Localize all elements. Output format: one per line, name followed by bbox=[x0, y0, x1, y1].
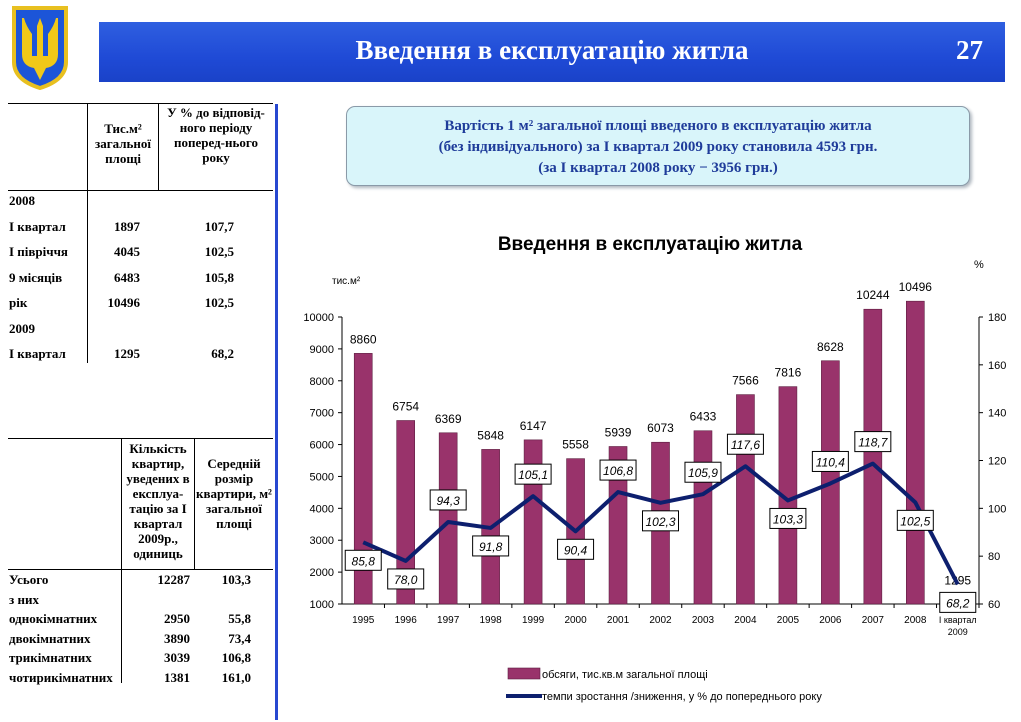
bar-label: 5848 bbox=[477, 428, 504, 443]
price-line-3: (за I квартал 2008 року − 3956 грн.) bbox=[538, 160, 778, 176]
table-row bbox=[8, 572, 278, 590]
apartments-table bbox=[8, 438, 276, 683]
line-label: 94,3 bbox=[436, 493, 460, 508]
bar-label: 7566 bbox=[732, 373, 759, 388]
line-label: 102,3 bbox=[645, 514, 676, 529]
row-label: I квартал bbox=[9, 346, 66, 361]
bar-label: 10496 bbox=[898, 280, 932, 295]
bar-label: 6754 bbox=[392, 399, 420, 414]
title-bar bbox=[99, 22, 1005, 82]
row-label: рік bbox=[9, 295, 28, 310]
row-label: однокімнатних bbox=[9, 611, 98, 626]
y-tick-label: 7000 bbox=[309, 407, 334, 420]
y-tick-label: 5000 bbox=[309, 471, 334, 484]
y-tick-label: 6000 bbox=[309, 439, 334, 452]
table-row bbox=[8, 650, 278, 668]
row-value-1: 1897 bbox=[114, 218, 140, 234]
line-label: 85,8 bbox=[351, 554, 375, 569]
line-label: 105,1 bbox=[518, 468, 549, 483]
vertical-divider bbox=[275, 104, 278, 720]
y-tick-label: 4000 bbox=[309, 503, 334, 516]
x-tick-label: 2002 bbox=[649, 615, 672, 626]
table-row bbox=[8, 244, 278, 262]
table-row bbox=[8, 631, 278, 649]
line-label: 110,4 bbox=[815, 455, 845, 470]
line-label: 105,9 bbox=[687, 466, 718, 481]
row-label: трикімнатних bbox=[9, 650, 92, 665]
row-value-2: 161,0 bbox=[221, 669, 251, 685]
row-label: I півріччя bbox=[9, 244, 68, 259]
line-label: 118,7 bbox=[858, 435, 888, 450]
bar-label: 6369 bbox=[434, 411, 462, 426]
housing-chart bbox=[290, 255, 1015, 717]
row-value-1: 3890 bbox=[164, 630, 190, 646]
y2-tick-label: 120 bbox=[988, 455, 1007, 468]
row-value-2: 102,5 bbox=[204, 295, 234, 310]
line-label: 78,0 bbox=[394, 572, 418, 587]
row-value-2: 107,7 bbox=[204, 218, 234, 234]
legend-bar-label: обсяги, тис.кв.м загальної площі bbox=[542, 669, 708, 681]
chart-title: Введення в експлуатацію житла bbox=[497, 234, 803, 255]
y-tick-label: 9000 bbox=[309, 343, 334, 356]
trident-emblem-icon bbox=[10, 4, 70, 90]
y2-tick-label: 180 bbox=[988, 312, 1007, 324]
row-value-2: 102,5 bbox=[204, 244, 234, 259]
y-tick-label: 10000 bbox=[303, 312, 334, 324]
col-header-area: Тис.м² загальної площі bbox=[94, 121, 151, 166]
price-info-box bbox=[346, 106, 970, 186]
line-label: 91,8 bbox=[478, 539, 503, 554]
col-header-percent: У % до відповід-ного періоду поперед-нього року bbox=[167, 105, 265, 165]
table-row bbox=[8, 670, 278, 688]
legend-bar-swatch bbox=[508, 668, 540, 679]
bar bbox=[439, 433, 457, 604]
row-value-2: 103,3 bbox=[221, 572, 251, 587]
y-axis-label: тис.м² bbox=[332, 276, 361, 287]
row-value-1: 4045 bbox=[114, 244, 140, 259]
bar-label: 5939 bbox=[604, 425, 632, 440]
price-line-1: Вартість 1 м² загальної площі введеного в експлуатацію житла bbox=[444, 118, 872, 134]
bar bbox=[906, 301, 924, 604]
row-label: 2009 bbox=[9, 320, 35, 336]
table-row bbox=[8, 346, 278, 364]
bar bbox=[736, 395, 754, 604]
y2-axis-label: % bbox=[974, 259, 984, 271]
x-tick-label: I квартал bbox=[938, 615, 977, 625]
x-tick-label: 2007 bbox=[861, 615, 884, 626]
line-label: 102,5 bbox=[900, 514, 931, 529]
bar-label: 6073 bbox=[647, 421, 674, 436]
table-row bbox=[8, 592, 278, 610]
annual-volume-table bbox=[8, 103, 276, 363]
y-tick-label: 8000 bbox=[309, 375, 334, 388]
bar-label: 5558 bbox=[562, 437, 589, 452]
x-tick-label: 2008 bbox=[904, 615, 927, 626]
bar-label: 6147 bbox=[519, 418, 547, 433]
x-tick-label: 2009 bbox=[947, 627, 968, 637]
legend-line-label: темпи зростання /зниження, у % до попереднього року bbox=[542, 691, 822, 703]
page-title: Введення в експлуатацію житла bbox=[355, 35, 749, 65]
line-label: 103,3 bbox=[772, 512, 803, 527]
bar-label: 10244 bbox=[856, 288, 890, 303]
row-value-1: 10496 bbox=[107, 295, 140, 310]
line-label: 117,6 bbox=[730, 438, 761, 453]
y2-tick-label: 60 bbox=[988, 599, 1001, 611]
x-tick-label: 1999 bbox=[521, 615, 545, 626]
y-tick-label: 2000 bbox=[309, 567, 334, 580]
row-label: 2008 bbox=[9, 193, 35, 208]
row-label: Усього bbox=[9, 572, 49, 587]
row-value-1: 3039 bbox=[164, 650, 190, 665]
col-header-avg-size: Середній розмір квартири, м² загальної площі bbox=[196, 456, 272, 531]
x-tick-label: 2001 bbox=[606, 615, 630, 626]
y-tick-label: 1000 bbox=[309, 599, 334, 611]
line-label: 106,8 bbox=[603, 464, 634, 479]
x-tick-label: 2003 bbox=[691, 615, 715, 626]
x-tick-label: 2005 bbox=[776, 615, 800, 626]
table-row bbox=[8, 611, 278, 629]
row-label: двокімнатних bbox=[9, 630, 91, 646]
line-label: 90,4 bbox=[563, 543, 588, 558]
y2-tick-label: 140 bbox=[988, 407, 1007, 420]
table-row bbox=[8, 295, 278, 313]
y2-tick-label: 160 bbox=[988, 359, 1007, 372]
x-tick-label: 1995 bbox=[352, 615, 375, 626]
table-row bbox=[8, 270, 278, 288]
row-value-1: 12287 bbox=[157, 572, 190, 587]
table-row bbox=[8, 193, 278, 211]
row-label: чотирикімнатних bbox=[9, 669, 113, 685]
bar-label: 7816 bbox=[774, 365, 802, 380]
y2-tick-label: 80 bbox=[988, 551, 1001, 564]
bar-label: 1295 bbox=[944, 573, 972, 588]
x-tick-label: 1997 bbox=[437, 615, 460, 626]
row-value-2: 73,4 bbox=[228, 630, 251, 646]
y-tick-label: 3000 bbox=[309, 535, 334, 548]
y2-tick-label: 100 bbox=[988, 503, 1007, 516]
row-value-2: 68,2 bbox=[211, 346, 234, 361]
line-label: 68,2 bbox=[946, 596, 970, 611]
bar bbox=[864, 309, 882, 604]
row-value-2: 105,8 bbox=[204, 269, 234, 285]
row-value-1: 6483 bbox=[114, 269, 140, 285]
page-number: 27 bbox=[956, 35, 983, 65]
col-header-apartments: Кількість квартир, уведених в експлуа-тацію за I квартал 2009р., одиниць bbox=[126, 441, 190, 561]
row-value-1: 2950 bbox=[164, 611, 190, 626]
price-line-2: (без індивідуального) за I квартал 2009 року становила 4593 грн. bbox=[438, 139, 878, 155]
table-row bbox=[8, 321, 278, 339]
row-label: з них bbox=[9, 591, 39, 607]
bar bbox=[694, 431, 712, 604]
bar-label: 8628 bbox=[817, 339, 844, 354]
table-row bbox=[8, 219, 278, 237]
x-tick-label: 1998 bbox=[479, 615, 502, 626]
row-value-1: 1295 bbox=[114, 346, 140, 361]
bar-label: 6433 bbox=[689, 409, 717, 424]
bar-label: 8860 bbox=[349, 332, 377, 347]
row-label: 9 місяців bbox=[9, 269, 63, 285]
row-value-1: 1381 bbox=[164, 669, 190, 685]
x-tick-label: 2000 bbox=[564, 615, 587, 626]
x-tick-label: 1996 bbox=[394, 615, 417, 626]
x-tick-label: 2004 bbox=[734, 615, 757, 626]
row-value-2: 106,8 bbox=[221, 650, 251, 665]
x-tick-label: 2006 bbox=[819, 615, 842, 626]
row-value-2: 55,8 bbox=[228, 611, 251, 626]
row-label: I квартал bbox=[9, 218, 66, 234]
